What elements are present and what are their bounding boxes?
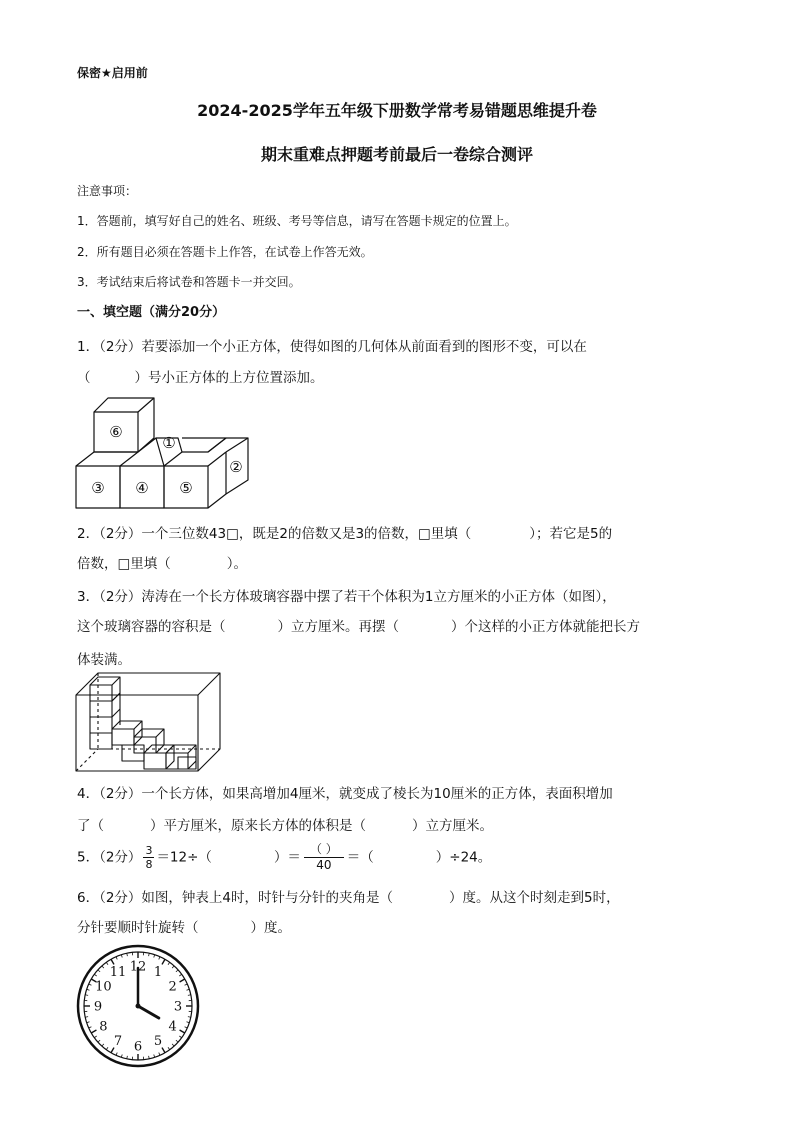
fraction-numerator-blank[interactable]: （ ） [304,842,344,858]
question-2-text: 2．（2分）一个三位数43□，既是2的倍数又是3的倍数，□里填（ [77,526,472,542]
clock-tick [187,1022,190,1023]
question-5-prefix: 5．（2分） [77,849,142,866]
clock-tick [168,962,170,964]
question-5-text: ）＝ [273,849,301,866]
question-2-line1 [77,522,612,542]
question-3-line3: 体装满。 [77,652,131,668]
clock-tick [172,1044,174,1046]
question-6-text: ）度。从这个时刻走到5时， [449,890,620,906]
clock-tick [89,984,92,985]
clock-number: 3 [173,999,183,1015]
clock-number: 5 [153,1034,163,1050]
question-6-line2 [77,916,291,936]
question-4-text: 了（ [77,818,104,834]
clock-number: 8 [99,1019,108,1035]
clock-tick [87,1022,90,1023]
question-4-text: ）平方厘米，原来长方体的体积是（ [150,818,366,834]
question-5-line [77,842,491,873]
clock-tick [116,957,117,960]
question-6-text: ）度。 [250,920,291,936]
clock-number: 12 [129,959,147,975]
clock-tick [180,1030,185,1033]
clock-tick [89,1027,92,1028]
clock-tick [162,959,165,964]
fraction-denominator: 8 [145,858,153,871]
exam-subtitle: 期末重难点押题考前最后一卷综合测评 [260,145,533,164]
clock-number: 7 [113,1034,123,1050]
clock-tick [172,966,174,968]
clock-tick [106,1047,108,1049]
clock-tick [87,989,90,990]
clock-tick [154,1055,155,1058]
clock-tick [159,1053,160,1056]
clock-number: 11 [109,964,127,980]
question-3-line2 [77,615,640,635]
clock-center [136,1004,141,1009]
clock-tick [185,1027,188,1028]
question-4-line1: 4．（2分）一个长方体，如果高增加4厘米，就变成了棱长为10厘米的正方体，表面积增加 [77,786,613,802]
cube-label-4: ④ [135,479,149,497]
notes-heading: 注意事项： [77,184,138,198]
question-3-line1: 3．（2分）涛涛在一个长方体玻璃容器中摆了若干个体积为1立方厘米的小正方体（如图）， [77,589,616,605]
question-1-tail: ）号小正方体的上方位置添加。 [134,370,324,386]
question-1-line2 [77,366,324,386]
clock-number: 1 [153,964,163,980]
clock-tick [94,974,96,976]
container-figure [74,671,222,775]
clock-tick [106,962,108,964]
clock-figure [76,944,200,1068]
clock-tick [98,1040,100,1042]
clock-tick [159,957,160,960]
question-2-text: ）；若它是5的 [529,526,613,542]
clock-number: 9 [93,999,103,1015]
question-4-line2 [77,814,493,834]
clock-tick [154,955,155,958]
question-6-text: 6．（2分）如图，钟表上4时，时针与分针的夹角是（ [77,890,394,906]
question-3-text: ）立方厘米。再摆（ [277,619,399,635]
clock-tick [94,1036,96,1038]
clock-tick [121,955,122,958]
clock-tick [180,979,185,982]
cube-label-2: ② [229,458,243,476]
cube-label-1: ① [162,434,176,452]
question-2-text: 倍数，□里填（ [77,556,171,572]
exam-title: 2024-2025学年五年级下册数学常考易错题思维提升卷 [197,101,597,120]
section-heading: 一、填空题（满分20分） [77,305,226,320]
question-5-text: ＝12÷（ [156,849,212,866]
question-3-text: ）个这样的小正方体就能把长方 [451,619,640,635]
confidential-label: 保密★启用前 [77,66,148,80]
clock-tick [168,1047,170,1049]
question-2-line2 [77,552,247,572]
note-item: 1．答题前，填写好自己的姓名、班级、考号等信息，请写在答题卡规定的位置上。 [77,214,517,228]
question-3-text: 这个玻璃容器的容积是（ [77,619,226,635]
clock-tick [176,970,178,972]
clock-tick [185,984,188,985]
clock-tick [98,970,100,972]
note-item: 2．所有题目必须在答题卡上作答，在试卷上作答无效。 [77,245,373,259]
clock-tick [111,959,114,964]
clock-tick [187,989,190,990]
paren-open: （ [77,370,91,386]
clock-tick [179,974,181,976]
clock-tick [102,1044,104,1046]
clock-number: 4 [168,1019,177,1035]
clock-tick [176,1040,178,1042]
cube-label-6: ⑥ [109,423,123,441]
fraction-numerator: 3 [145,844,153,857]
clock-tick [179,1036,181,1038]
question-5-text: ＝（ [346,849,374,866]
question-1-line1: 1．（2分）若要添加一个小正方体，使得如图的几何体从前面看到的图形不变，可以在 [77,339,587,355]
clock-number: 10 [95,979,112,995]
question-2-text: ）。 [226,556,248,572]
cube-label-3: ③ [91,479,105,497]
note-item: 3．考试结束后将试卷和答题卡一并交回。 [77,275,301,289]
clock-tick [91,1030,96,1033]
clock-number: 6 [133,1039,143,1055]
clock-number: 2 [168,979,177,995]
clock-hour-hand [138,1006,159,1018]
fraction-denominator: 40 [316,858,332,872]
fraction-over-forty [304,842,344,873]
clock-tick [116,1053,117,1056]
fraction-three-eighths [143,844,154,871]
clock-tick [102,966,104,968]
clock-tick [162,1048,165,1053]
cube-figure [74,394,250,512]
cube-label-5: ⑤ [179,479,193,497]
question-6-line1 [77,886,620,906]
question-5-text: ）÷24。 [435,849,492,866]
clock-tick [121,1055,122,1058]
question-4-text: ）立方厘米。 [412,818,493,834]
question-6-text: 分针要顺时针旋转（ [77,920,199,936]
